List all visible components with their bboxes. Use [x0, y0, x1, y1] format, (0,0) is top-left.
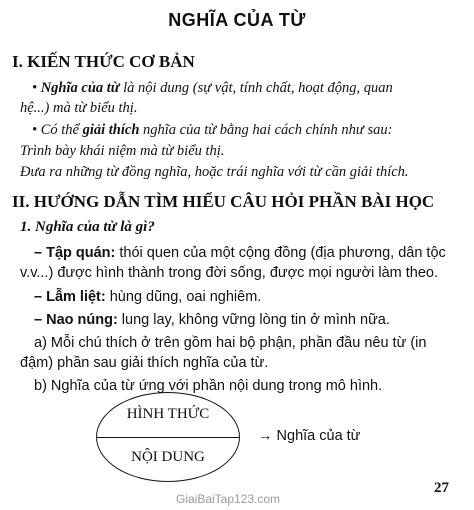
term-tap-quan: – Tập quán: — [34, 245, 116, 261]
diagram-bottom-label: NỘI DUNG — [131, 449, 205, 465]
answer-a-line-1: a) Mỗi chú thích ở trên gồm hai bộ phận, phần đầu nêu từ (in — [34, 335, 427, 351]
footer-watermark: GiaiBaiTap123.com — [176, 492, 281, 506]
explain-rest: nghĩa của từ bằng hai cách chính như sau: — [139, 122, 393, 138]
page-title: NGHĨA CỦA TỪ — [168, 10, 306, 30]
term-tap-quan-def: thói quen của một cộng đồng (địa phương, dân tộc — [115, 245, 446, 261]
bullet: • — [32, 80, 38, 96]
explain-prefix: • Có thể — [32, 122, 83, 138]
term-nghia-cua-tu: Nghĩa của từ — [40, 80, 120, 96]
term-entry-lam-liet — [34, 289, 261, 305]
diagram-top-label: HÌNH THỨC — [126, 406, 210, 422]
term-nao-nung-def: lung lay, không vững lòng tin ở mình nữa. — [117, 312, 390, 328]
term-entry-nao-nung — [34, 312, 390, 328]
term-entry-tap-quan — [34, 245, 446, 261]
explain-intro-line — [32, 122, 392, 139]
answer-a-line-2: đậm) phần sau giải thích nghĩa của từ. — [20, 355, 269, 371]
term-giai-thich: giải thích — [82, 122, 140, 138]
section-heading-basic-knowledge: I. KIẾN THỨC CƠ BẢN — [12, 52, 195, 71]
method-2: Đưa ra những từ đồng nghĩa, hoặc trái nghĩa với từ cần giải thích. — [20, 164, 409, 180]
question-1: 1. Nghĩa của từ là gì? — [20, 219, 155, 235]
diagram-divider — [97, 437, 239, 438]
term-nao-nung: – Nao núng: — [34, 312, 118, 328]
diagram-arrow-label: → Nghĩa của từ — [258, 428, 361, 444]
section-heading-guide: II. HƯỚNG DẪN TÌM HIỂU CÂU HỎI PHẦN BÀI HỌC — [12, 192, 435, 211]
page-number: 27 — [434, 480, 449, 496]
definition-text: là nội dung (sự vật, tính chất, hoạt động, quan — [119, 80, 393, 96]
term-lam-liet-def: hùng dũng, oai nghiêm. — [105, 289, 262, 305]
definition-line-1 — [32, 80, 393, 97]
answer-b: b) Nghĩa của từ ứng với phần nội dung trong mô hình. — [34, 378, 383, 394]
definition-line-2: hệ...) mà từ biểu thị. — [20, 100, 138, 116]
term-lam-liet: – Lẫm liệt: — [34, 289, 106, 305]
method-1: Trình bày khái niệm mà từ biểu thị. — [20, 143, 225, 159]
form-content-diagram — [96, 392, 240, 482]
term-tap-quan-cont: v.v...) được hình thành trong đời sống, được mọi người làm theo. — [20, 265, 439, 281]
